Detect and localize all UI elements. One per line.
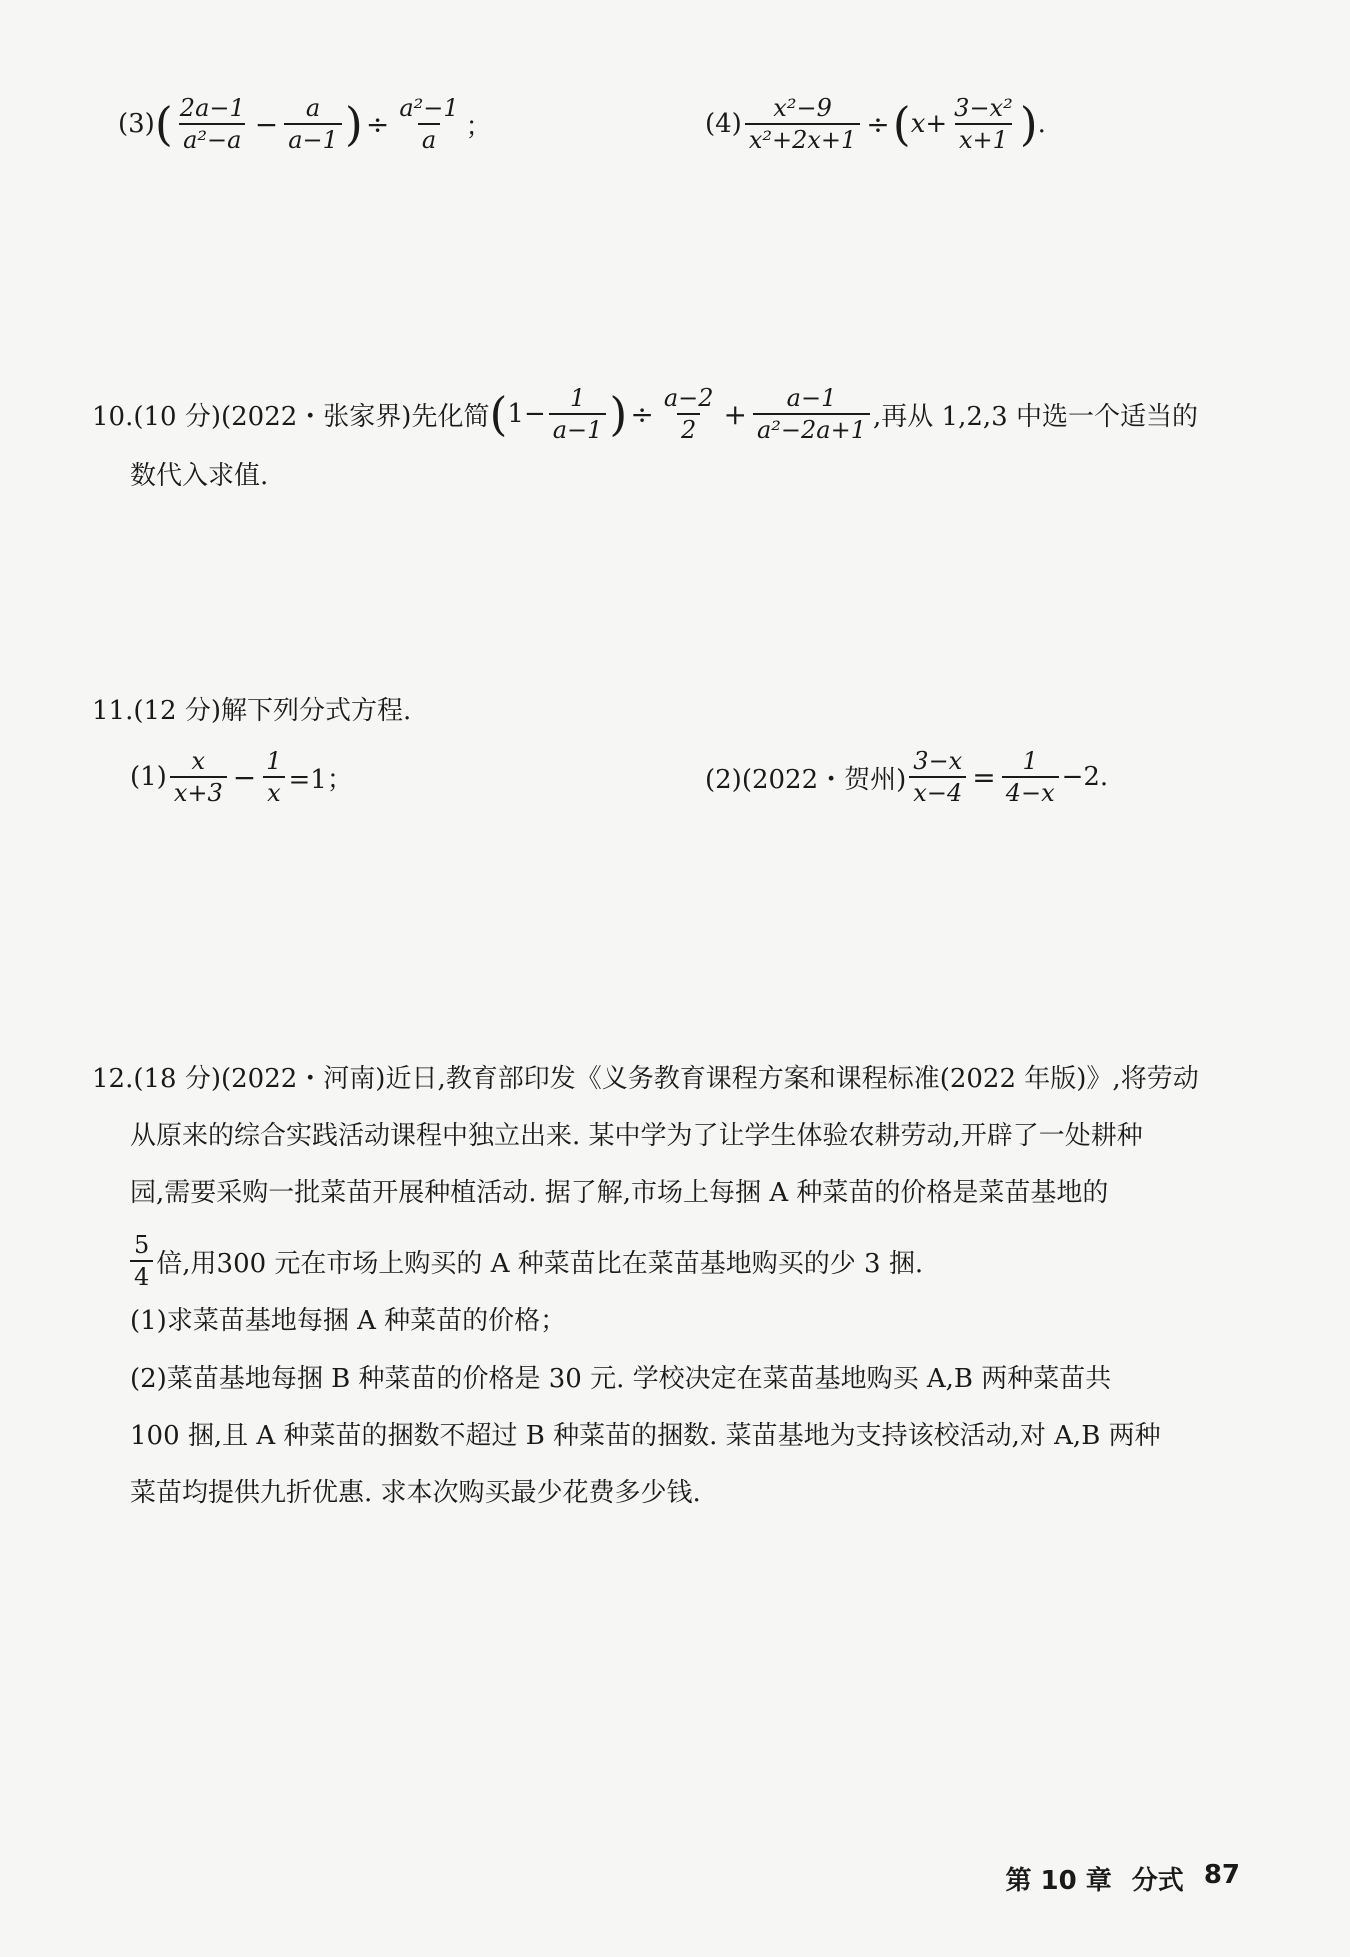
punctuation: ； [465, 111, 492, 142]
right-paren: ) [1019, 97, 1038, 151]
minus-sign: − [232, 760, 257, 794]
plus-sign: + [723, 397, 747, 431]
q11-part1-label: (1) [130, 762, 167, 792]
q12-line2: 从原来的综合实践活动课程中独立出来. 某中学为了让学生体验农耕劳动,开辟了一处耕种 [130, 1121, 1143, 1151]
q11-part1 [130, 748, 353, 806]
fraction: $\frac{\text{a²−1}}{a}$ [399, 94, 459, 154]
right-paren: ) [609, 387, 628, 441]
q10-line1 [92, 385, 1198, 443]
chapter-title: 分式 [1131, 1866, 1184, 1896]
divide-sign: ÷ [866, 107, 890, 141]
fraction: $\frac{\text{3−x²}}{x+1}$ [954, 94, 1013, 154]
page-number: 87 [1203, 1860, 1240, 1890]
fraction: $\frac{1}{x}$ [262, 748, 285, 806]
q11-part2 [705, 748, 1108, 806]
page-footer [1006, 1860, 1241, 1897]
left-paren: ( [489, 387, 508, 441]
fraction: $\frac{3-x}{x-4}$ [909, 748, 966, 806]
q12-line1: 12.(18 分)(2022・河南)近日,教育部印发《义务教育课程方案和课程标准(2022 年版)》,将劳动 [92, 1064, 1199, 1094]
left-paren: ( [892, 97, 911, 151]
q9-part4-label: (4) [705, 109, 742, 139]
left-paren: ( [154, 97, 173, 151]
expr-one: 1− [507, 399, 546, 429]
q10-suffix: ,再从 1,2,3 中选一个适当的 [873, 401, 1198, 432]
q9-part4 [705, 95, 1046, 153]
q9-part3 [118, 95, 492, 153]
fraction: $\frac{1}{4-x}$ [1002, 748, 1059, 806]
q10-prefix: 10.(10 分)(2022・张家界)先化简 [92, 401, 490, 432]
q12-part1: (1)求菜苗基地每捆 A 种菜苗的价格； [130, 1306, 567, 1336]
fraction: $\frac{a-2}{2}$ [663, 384, 714, 444]
equation-rest: −2. [1061, 762, 1109, 792]
right-paren: ) [344, 97, 363, 151]
fraction: $\frac{2a-1}{\text{a²−a}}$ [179, 94, 245, 154]
fraction: $\frac{1}{a-1}$ [549, 385, 607, 443]
q12-line4-text: 倍,用300 元在市场上购买的 A 种菜苗比在菜苗基地购买的少 3 捆. [156, 1248, 924, 1279]
fraction: $\frac{x}{x+3}$ [170, 748, 227, 806]
q12-part2-line2: 100 捆,且 A 种菜苗的捆数不超过 B 种菜苗的捆数. 菜苗基地为支持该校活动,对 A,B 两种 [130, 1421, 1161, 1451]
punctuation: . [1037, 109, 1046, 139]
fraction: $\frac{a}{a-1}$ [284, 95, 342, 153]
divide-sign: ÷ [365, 107, 390, 141]
fraction: $\frac{5}{4}$ [130, 1232, 153, 1290]
minus-sign: − [254, 107, 279, 141]
q12-line3: 园,需要采购一批菜苗开展种植活动. 据了解,市场上每捆 A 种菜苗的价格是菜苗基地的 [130, 1178, 1109, 1208]
q12-line4 [130, 1232, 923, 1290]
q12-part2-line1: (2)菜苗基地每捆 B 种菜苗的价格是 30 元. 学校决定在菜苗基地购买 A,B 两种菜苗共 [130, 1364, 1112, 1394]
equation-rest: =1； [288, 764, 353, 795]
fraction: $\frac{a-1}{\text{a²−2a+1}}$ [753, 385, 870, 443]
q9-part3-label: (3) [118, 109, 155, 139]
expr-x: x+ [910, 109, 948, 139]
fraction: $\frac{\text{x²−9}}{\text{x²+2x+1}}$ [745, 95, 860, 153]
q11-part2-label: (2)(2022・贺州) [705, 764, 907, 795]
q10-line2: 数代入求值. [130, 461, 269, 491]
chapter-label: 第 10 章 [1005, 1866, 1112, 1896]
q11-title: 11.(12 分)解下列分式方程. [92, 696, 412, 726]
equals-sign: = [972, 760, 996, 794]
q12-part2-line3: 菜苗均提供九折优惠. 求本次购买最少花费多少钱. [130, 1478, 701, 1508]
divide-sign: ÷ [630, 397, 654, 431]
